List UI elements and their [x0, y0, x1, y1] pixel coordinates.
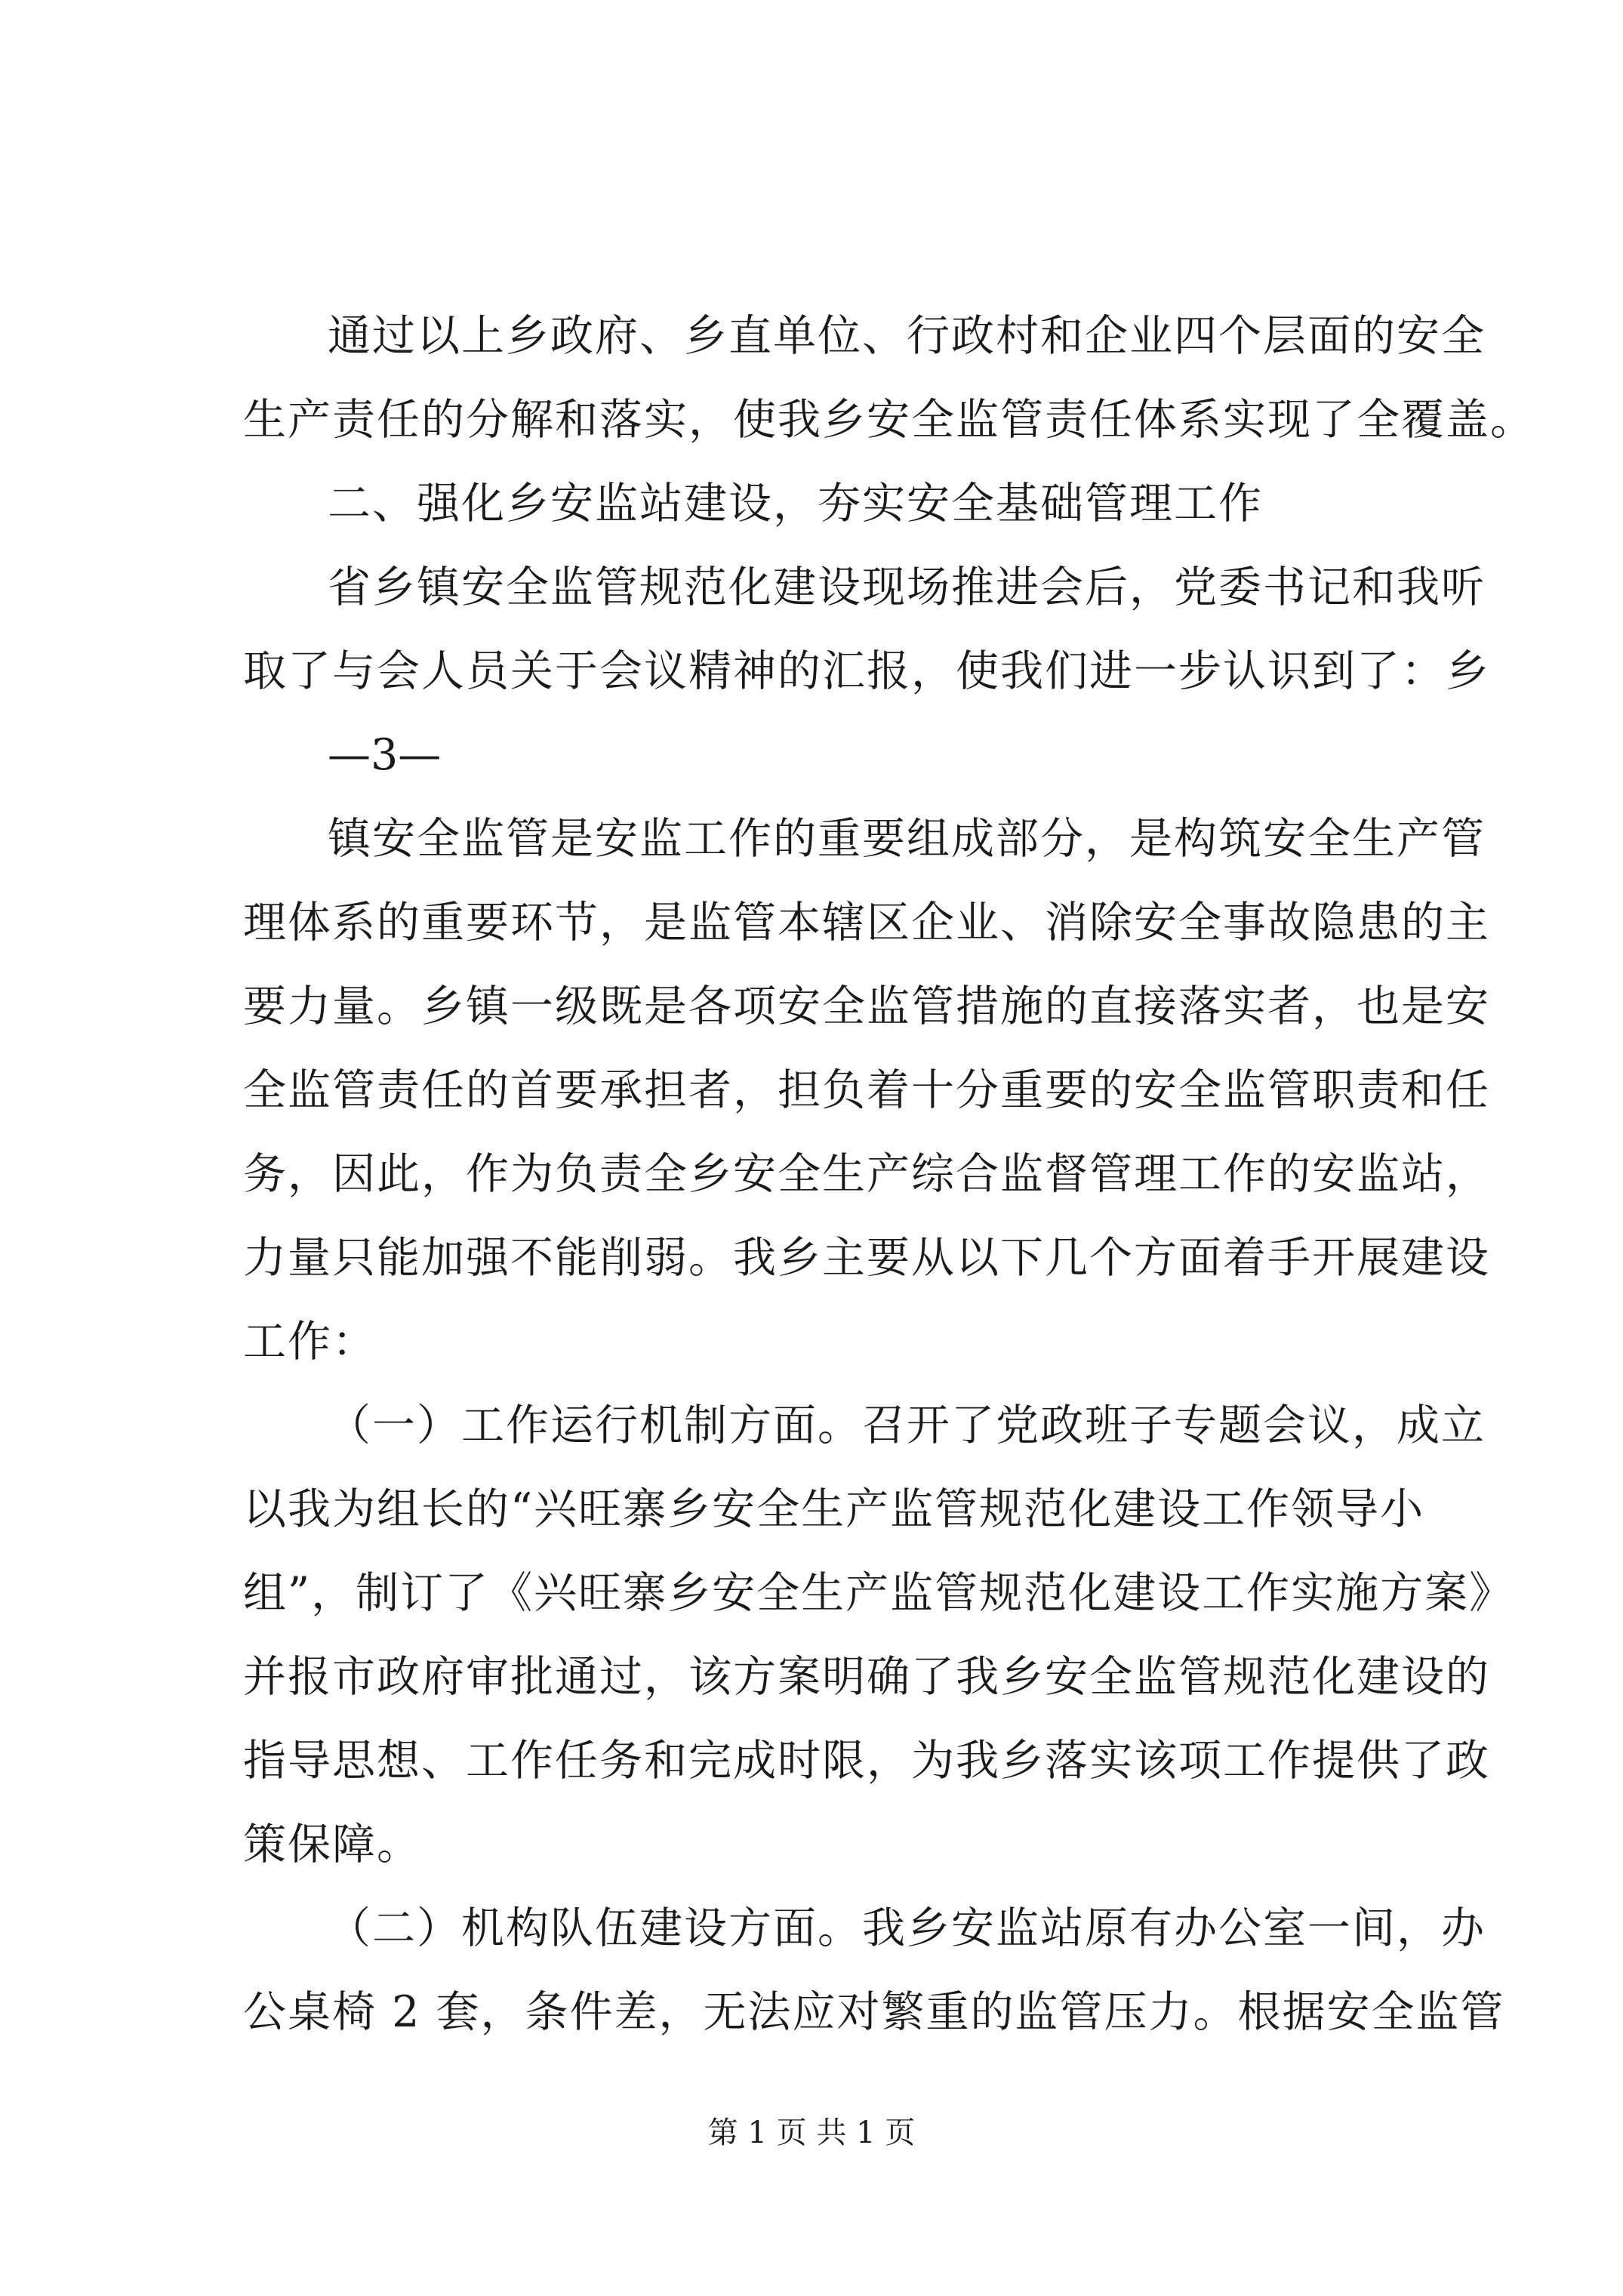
- paragraph-line: 力量只能加强不能削弱。我乡主要从以下几个方面着手开展建设: [243, 1233, 1490, 1283]
- section-heading: 二、强化乡安监站建设，夯实安全基础管理工作: [328, 479, 1263, 529]
- paragraph-line: 策保障。: [243, 1820, 421, 1869]
- paragraph-line: 理体系的重要环节，是监管本辖区企业、消除安全事故隐患的主: [243, 898, 1490, 948]
- paragraph-line: 务，因此，作为负责全乡安全生产综合监督管理工作的安监站，: [243, 1149, 1490, 1199]
- paragraph-line: 要力量。乡镇一级既是各项安全监管措施的直接落实者，也是安: [243, 982, 1490, 1031]
- paragraph-line: 生产责任的分解和落实，使我乡安全监管责任体系实现了全覆盖。: [243, 395, 1535, 445]
- paragraph-line: 工作：: [243, 1317, 377, 1367]
- document-body: [243, 294, 1535, 2054]
- paragraph-line: 省乡镇安全监管规范化建设现场推进会后，党委书记和我听: [328, 562, 1486, 612]
- paragraph-line: （一）工作运行机制方面。召开了党政班子专题会议，成立: [328, 1401, 1486, 1450]
- paragraph-line: 镇安全监管是安监工作的重要组成部分，是构筑安全生产管: [328, 814, 1486, 864]
- paragraph-line: 指导思想、工作任务和完成时限，为我乡落实该项工作提供了政: [243, 1736, 1490, 1786]
- paragraph-line: 并报市政府审批通过，该方案明确了我乡安全监管规范化建设的: [243, 1652, 1490, 1702]
- paragraph-line: 以我为组长的“兴旺寨乡安全生产监管规范化建设工作领导小: [243, 1484, 1425, 1534]
- paragraph-line: （二）机构队伍建设方面。我乡安监站原有办公室一间，办: [328, 1903, 1486, 1953]
- paragraph-line: 全监管责任的首要承担者，担负着十分重要的安全监管职责和任: [243, 1065, 1490, 1115]
- page-footer: 第 1 页 共 1 页: [707, 2116, 916, 2150]
- paragraph-line: 公桌椅 2 套，条件差，无法应对繁重的监管压力。根据安全监管: [243, 1987, 1505, 2037]
- page-marker: —3—: [328, 730, 442, 780]
- paragraph-line: 通过以上乡政府、乡直单位、行政村和企业四个层面的安全: [328, 311, 1486, 361]
- paragraph-line: 组”，制订了《兴旺寨乡安全生产监管规范化建设工作实施方案》: [243, 1568, 1514, 1618]
- paragraph-line: 取了与会人员关于会议精神的汇报，使我们进一步认识到了：乡: [243, 646, 1490, 696]
